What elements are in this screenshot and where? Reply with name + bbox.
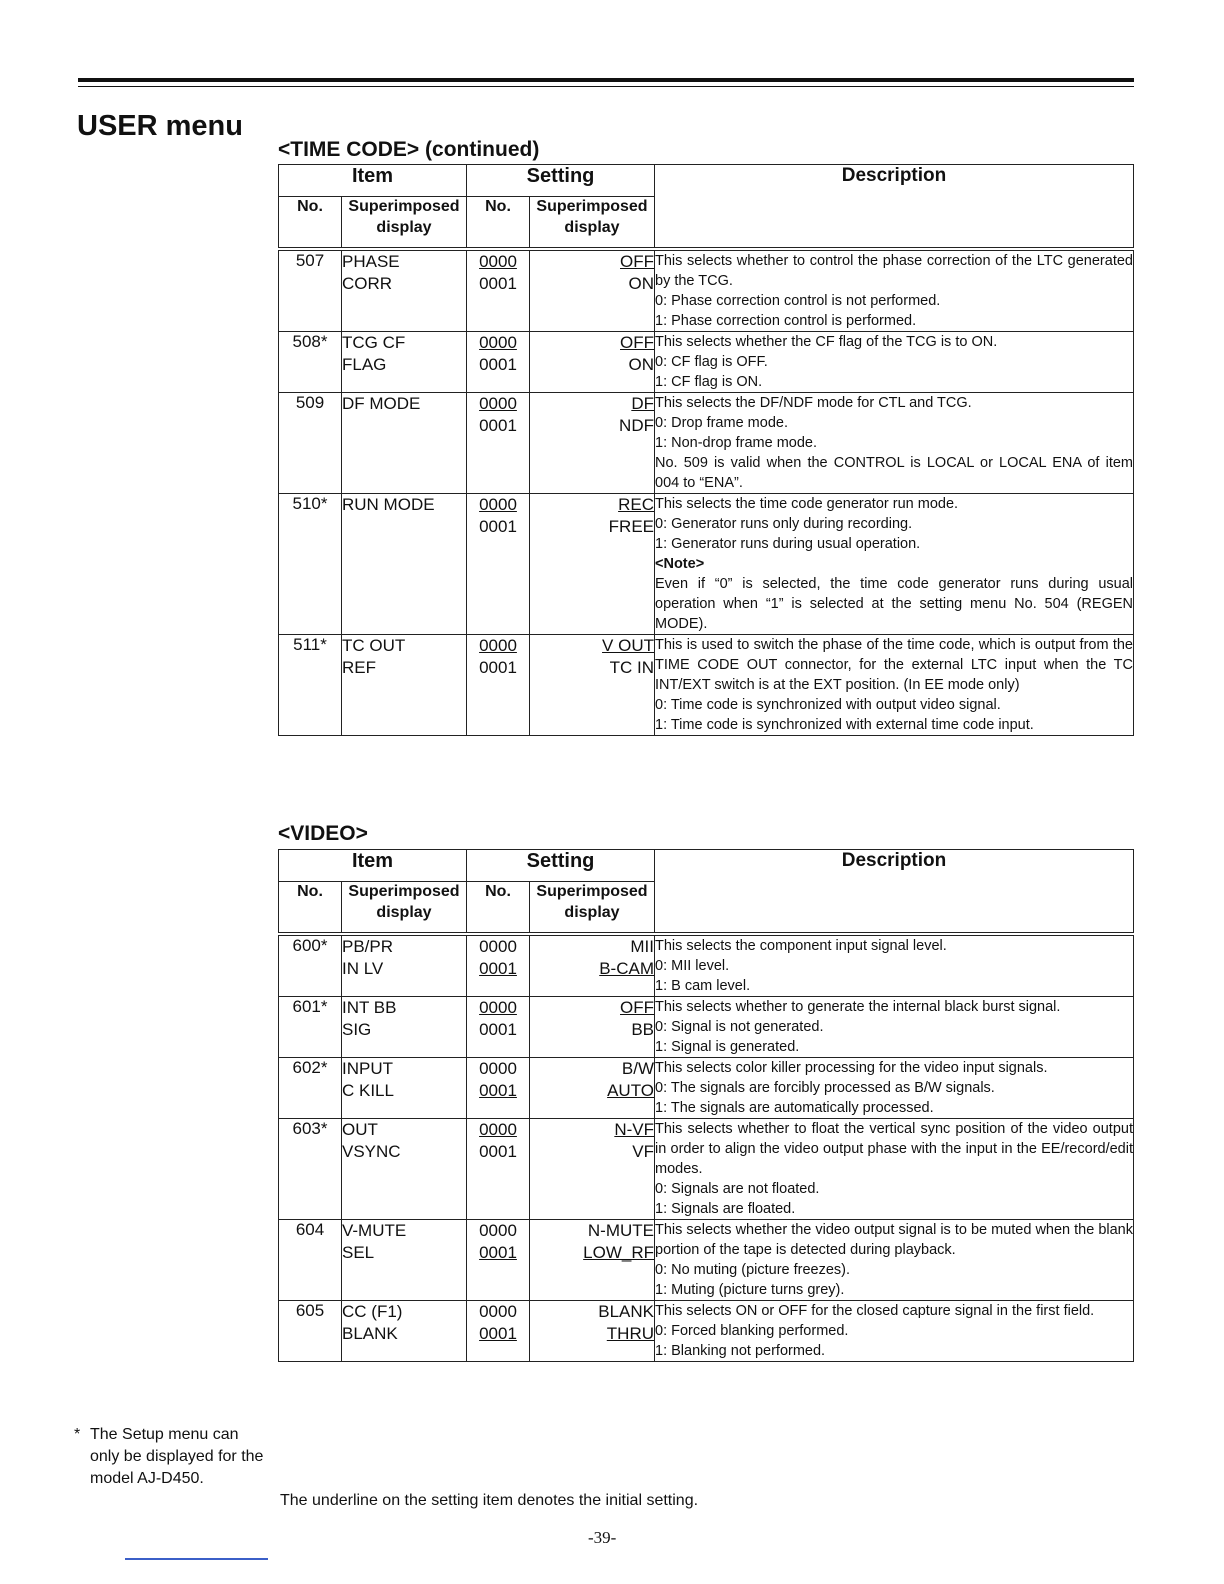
setting-number: 0000 bbox=[479, 1221, 517, 1240]
initial-setting-number: 0000 bbox=[479, 495, 517, 514]
item-display bbox=[342, 1301, 467, 1362]
initial-setting-display: DF bbox=[631, 394, 654, 413]
description bbox=[655, 635, 1134, 736]
setting-display-initial bbox=[530, 1242, 654, 1264]
description-line: This is used to switch the phase of the time code, which is output from the TIME CODE OUT connector, for the external LTC input when the TC INT/EXT switch is at the EXT position. (In EE mode only) bbox=[655, 637, 1133, 693]
description bbox=[655, 494, 1134, 635]
item-display-line: CC (F1) bbox=[342, 1302, 403, 1321]
setting-number-initial bbox=[467, 635, 529, 657]
setting-display: TC IN bbox=[609, 658, 654, 677]
header-description: Description bbox=[655, 165, 1134, 250]
setting-number-initial bbox=[467, 251, 529, 273]
description bbox=[655, 934, 1134, 997]
side-note bbox=[74, 1424, 270, 1490]
setting-number: 0001 bbox=[479, 355, 517, 374]
setting-numbers bbox=[467, 1119, 530, 1220]
item-display-line: TC OUT bbox=[342, 636, 406, 655]
setting-number: 0001 bbox=[479, 1142, 517, 1161]
side-note-text: The Setup menu can only be displayed for the model AJ-D450. bbox=[90, 1426, 264, 1487]
header-setting-no: No. bbox=[467, 882, 530, 935]
section-title-time-code: <TIME CODE> (continued) bbox=[278, 138, 540, 161]
description bbox=[655, 249, 1134, 332]
initial-setting-number: 0001 bbox=[479, 1243, 517, 1262]
item-display-line: V-MUTE bbox=[342, 1221, 407, 1240]
header-setting: Setting bbox=[467, 165, 655, 197]
video-table bbox=[278, 849, 1134, 1362]
initial-setting-number: 0000 bbox=[479, 998, 517, 1017]
setting-number-initial bbox=[467, 958, 529, 980]
top-rule-thin bbox=[78, 86, 1134, 87]
description bbox=[655, 1119, 1134, 1220]
initial-setting-display: V OUT bbox=[602, 636, 654, 655]
setting-displays bbox=[530, 934, 655, 997]
item-display-line bbox=[342, 516, 466, 538]
description bbox=[655, 393, 1134, 494]
item-number: 508* bbox=[279, 332, 342, 393]
initial-setting-number: 0000 bbox=[479, 252, 517, 271]
header-description: Description bbox=[655, 850, 1134, 935]
initial-setting-number: 0001 bbox=[479, 1324, 517, 1343]
setting-display: BB bbox=[631, 1020, 654, 1039]
table-row bbox=[279, 635, 1134, 736]
header-item-display: Superimposed display bbox=[342, 197, 467, 250]
setting-number: 0000 bbox=[479, 1302, 517, 1321]
item-display-line: BLANK bbox=[342, 1324, 398, 1343]
setting-display: N-MUTE bbox=[587, 1221, 654, 1240]
initial-setting-display: LOW_RF bbox=[583, 1243, 654, 1262]
table-row bbox=[279, 997, 1134, 1058]
setting-display-initial bbox=[530, 1080, 654, 1102]
item-display bbox=[342, 494, 467, 635]
footnote: The underline on the setting item denotes the initial setting. bbox=[280, 1492, 699, 1509]
table-row bbox=[279, 393, 1134, 494]
description-line: This selects color killer processing for the video input signals. bbox=[655, 1060, 1048, 1076]
item-display-line: PB/PR bbox=[342, 937, 394, 956]
setting-display-initial bbox=[530, 958, 654, 980]
setting-displays bbox=[530, 997, 655, 1058]
top-rule bbox=[78, 78, 1134, 82]
item-display bbox=[342, 934, 467, 997]
description-line: 1: Muting (picture turns grey). bbox=[655, 1282, 845, 1298]
page-number: -39- bbox=[588, 1528, 617, 1547]
description bbox=[655, 332, 1134, 393]
setting-displays bbox=[530, 635, 655, 736]
setting-number-initial bbox=[467, 393, 529, 415]
initial-setting-display: OFF bbox=[620, 333, 654, 352]
description bbox=[655, 1058, 1134, 1119]
setting-display-initial bbox=[530, 332, 654, 354]
description-line: This selects whether the video output signal is to be muted when the blank portion of the tape is detected during playback. bbox=[655, 1222, 1133, 1258]
description-line: This selects the component input signal level. bbox=[655, 938, 947, 954]
setting-displays bbox=[530, 1119, 655, 1220]
header-setting-display: Superimposed display bbox=[530, 882, 655, 935]
setting-number: 0001 bbox=[479, 658, 517, 677]
setting-display-initial bbox=[530, 251, 654, 273]
initial-setting-number: 0000 bbox=[479, 636, 517, 655]
item-display bbox=[342, 1058, 467, 1119]
setting-display: MII bbox=[630, 937, 654, 956]
table-row bbox=[279, 332, 1134, 393]
initial-setting-number: 0000 bbox=[479, 394, 517, 413]
item-display bbox=[342, 1220, 467, 1301]
item-number: 600* bbox=[279, 934, 342, 997]
setting-display-initial bbox=[530, 393, 654, 415]
description-line: 0: CF flag is OFF. bbox=[655, 354, 768, 370]
item-display bbox=[342, 393, 467, 494]
initial-setting-display: REC bbox=[618, 495, 654, 514]
setting-displays bbox=[530, 332, 655, 393]
setting-display: FREE bbox=[608, 517, 654, 536]
setting-number-initial bbox=[467, 1323, 529, 1345]
setting-display: BLANK bbox=[598, 1302, 654, 1321]
description-line: 1: Signal is generated. bbox=[655, 1039, 800, 1055]
setting-display: B/W bbox=[621, 1059, 654, 1078]
item-display-line: CORR bbox=[342, 274, 393, 293]
setting-number: 0001 bbox=[479, 416, 517, 435]
description-line: 0: Drop frame mode. bbox=[655, 415, 788, 431]
description-line: 0: Time code is synchronized with output video signal. bbox=[655, 697, 1001, 713]
description-note-label: <Note> bbox=[655, 556, 705, 572]
setting-numbers bbox=[467, 1301, 530, 1362]
header-item-no: No. bbox=[279, 197, 342, 250]
description-line: This selects whether to control the phase correction of the LTC generated by the TCG. bbox=[655, 253, 1133, 289]
setting-display: ON bbox=[628, 274, 654, 293]
description-line: 1: CF flag is ON. bbox=[655, 374, 763, 390]
description bbox=[655, 997, 1134, 1058]
setting-display-initial bbox=[530, 1119, 654, 1141]
setting-number-initial bbox=[467, 332, 529, 354]
description-line: Even if “0” is selected, the time code generator runs during usual operation when “1” is selected at the setting menu No. 504 (REGEN MODE). bbox=[655, 576, 1133, 632]
setting-numbers bbox=[467, 635, 530, 736]
table-row bbox=[279, 1220, 1134, 1301]
setting-displays bbox=[530, 1220, 655, 1301]
initial-setting-display: AUTO bbox=[607, 1081, 654, 1100]
item-display bbox=[342, 635, 467, 736]
setting-display-initial bbox=[530, 494, 654, 516]
item-number: 604 bbox=[279, 1220, 342, 1301]
description-line: 0: No muting (picture freezes). bbox=[655, 1262, 851, 1278]
setting-number-initial bbox=[467, 494, 529, 516]
header-item: Item bbox=[279, 850, 467, 882]
item-display-line: PHASE bbox=[342, 252, 400, 271]
item-display-line: FLAG bbox=[342, 355, 387, 374]
item-number: 603* bbox=[279, 1119, 342, 1220]
setting-number-initial bbox=[467, 1242, 529, 1264]
description-line: 1: Blanking not performed. bbox=[655, 1343, 826, 1359]
item-display-line bbox=[342, 415, 466, 437]
setting-displays bbox=[530, 1058, 655, 1119]
item-display-line: INPUT bbox=[342, 1059, 393, 1078]
header-setting-no: No. bbox=[467, 197, 530, 250]
section-title-video: <VIDEO> bbox=[278, 822, 368, 845]
setting-numbers bbox=[467, 249, 530, 332]
item-number: 511* bbox=[279, 635, 342, 736]
header-item-no: No. bbox=[279, 882, 342, 935]
description-line: This selects whether the CF flag of the TCG is to ON. bbox=[655, 334, 998, 350]
setting-number-initial bbox=[467, 997, 529, 1019]
initial-setting-display: THRU bbox=[606, 1324, 654, 1343]
item-display-line: DF MODE bbox=[342, 394, 421, 413]
description-line: This selects the DF/NDF mode for CTL and TCG. bbox=[655, 395, 972, 411]
description-line: 0: Generator runs only during recording. bbox=[655, 516, 913, 532]
setting-displays bbox=[530, 494, 655, 635]
item-number: 507 bbox=[279, 249, 342, 332]
page-title: USER menu bbox=[77, 110, 243, 142]
setting-display-initial bbox=[530, 997, 654, 1019]
description-line: 1: B cam level. bbox=[655, 978, 751, 994]
setting-display: ON bbox=[628, 355, 654, 374]
description-line: This selects the time code generator run mode. bbox=[655, 496, 959, 512]
item-display-line: IN LV bbox=[342, 959, 384, 978]
time-code-table bbox=[278, 164, 1134, 736]
item-display-line: INT BB bbox=[342, 998, 397, 1017]
item-number: 510* bbox=[279, 494, 342, 635]
item-display bbox=[342, 1119, 467, 1220]
setting-displays bbox=[530, 249, 655, 332]
description-line: No. 509 is valid when the CONTROL is LOCAL or LOCAL ENA of item 004 to “ENA”. bbox=[655, 455, 1133, 491]
description-line: 1: Non-drop frame mode. bbox=[655, 435, 817, 451]
description-line: 0: Forced blanking performed. bbox=[655, 1323, 849, 1339]
description-line: 0: The signals are forcibly processed as B/W signals. bbox=[655, 1080, 995, 1096]
initial-setting-display: B-CAM bbox=[599, 959, 654, 978]
setting-numbers bbox=[467, 393, 530, 494]
bottom-link-rule bbox=[125, 1558, 268, 1560]
setting-number: 0001 bbox=[479, 274, 517, 293]
setting-display-initial bbox=[530, 635, 654, 657]
setting-numbers bbox=[467, 934, 530, 997]
initial-setting-display: OFF bbox=[620, 998, 654, 1017]
setting-number: 0001 bbox=[479, 517, 517, 536]
table-row bbox=[279, 1119, 1134, 1220]
setting-numbers bbox=[467, 1220, 530, 1301]
setting-numbers bbox=[467, 1058, 530, 1119]
setting-number-initial bbox=[467, 1119, 529, 1141]
initial-setting-number: 0000 bbox=[479, 1120, 517, 1139]
initial-setting-display: N-VF bbox=[614, 1120, 654, 1139]
description-line: 0: Phase correction control is not performed. bbox=[655, 293, 941, 309]
item-number: 605 bbox=[279, 1301, 342, 1362]
header-item-display: Superimposed display bbox=[342, 882, 467, 935]
item-number: 602* bbox=[279, 1058, 342, 1119]
header-item: Item bbox=[279, 165, 467, 197]
item-number: 509 bbox=[279, 393, 342, 494]
setting-displays bbox=[530, 393, 655, 494]
table-row bbox=[279, 1058, 1134, 1119]
header-setting-display: Superimposed display bbox=[530, 197, 655, 250]
description-line: 0: Signal is not generated. bbox=[655, 1019, 824, 1035]
description-line: 1: Time code is synchronized with external time code input. bbox=[655, 717, 1034, 733]
item-display-line: TCG CF bbox=[342, 333, 406, 352]
description-line: 1: Phase correction control is performed. bbox=[655, 313, 917, 329]
description-line: This selects whether to float the vertical sync position of the video output in order to align the video output phase with the input in the EE/record/edit modes. bbox=[655, 1121, 1133, 1177]
item-display-line: C KILL bbox=[342, 1081, 394, 1100]
description-line: 0: MII level. bbox=[655, 958, 730, 974]
table-row bbox=[279, 249, 1134, 332]
initial-setting-number: 0000 bbox=[479, 333, 517, 352]
item-display bbox=[342, 332, 467, 393]
setting-display: NDF bbox=[619, 416, 654, 435]
initial-setting-display: OFF bbox=[620, 252, 654, 271]
initial-setting-number: 0001 bbox=[479, 959, 517, 978]
item-display-line: RUN MODE bbox=[342, 495, 435, 514]
item-display bbox=[342, 249, 467, 332]
item-display-line: SIG bbox=[342, 1020, 372, 1039]
setting-number: 0000 bbox=[479, 1059, 517, 1078]
description-line: 1: The signals are automatically processed. bbox=[655, 1100, 934, 1116]
item-display-line: SEL bbox=[342, 1243, 375, 1262]
item-display-line: REF bbox=[342, 658, 376, 677]
item-number: 601* bbox=[279, 997, 342, 1058]
item-display-line: OUT bbox=[342, 1120, 378, 1139]
description-line: This selects ON or OFF for the closed capture signal in the first field. bbox=[655, 1303, 1095, 1319]
setting-numbers bbox=[467, 997, 530, 1058]
table-row bbox=[279, 1301, 1134, 1362]
table-row bbox=[279, 494, 1134, 635]
setting-number: 0001 bbox=[479, 1020, 517, 1039]
setting-number: 0000 bbox=[479, 937, 517, 956]
side-note-bullet: * bbox=[74, 1426, 81, 1443]
description-line: 1: Generator runs during usual operation. bbox=[655, 536, 921, 552]
setting-displays bbox=[530, 1301, 655, 1362]
item-display-line: VSYNC bbox=[342, 1142, 401, 1161]
header-setting: Setting bbox=[467, 850, 655, 882]
setting-display: VF bbox=[632, 1142, 654, 1161]
table-row bbox=[279, 934, 1134, 997]
item-display bbox=[342, 997, 467, 1058]
setting-numbers bbox=[467, 332, 530, 393]
setting-numbers bbox=[467, 494, 530, 635]
setting-display-initial bbox=[530, 1323, 654, 1345]
setting-number-initial bbox=[467, 1080, 529, 1102]
initial-setting-number: 0001 bbox=[479, 1081, 517, 1100]
description-line: 0: Signals are not floated. bbox=[655, 1181, 820, 1197]
description bbox=[655, 1301, 1134, 1362]
description-line: This selects whether to generate the internal black burst signal. bbox=[655, 999, 1061, 1015]
description-line: 1: Signals are floated. bbox=[655, 1201, 796, 1217]
description bbox=[655, 1220, 1134, 1301]
